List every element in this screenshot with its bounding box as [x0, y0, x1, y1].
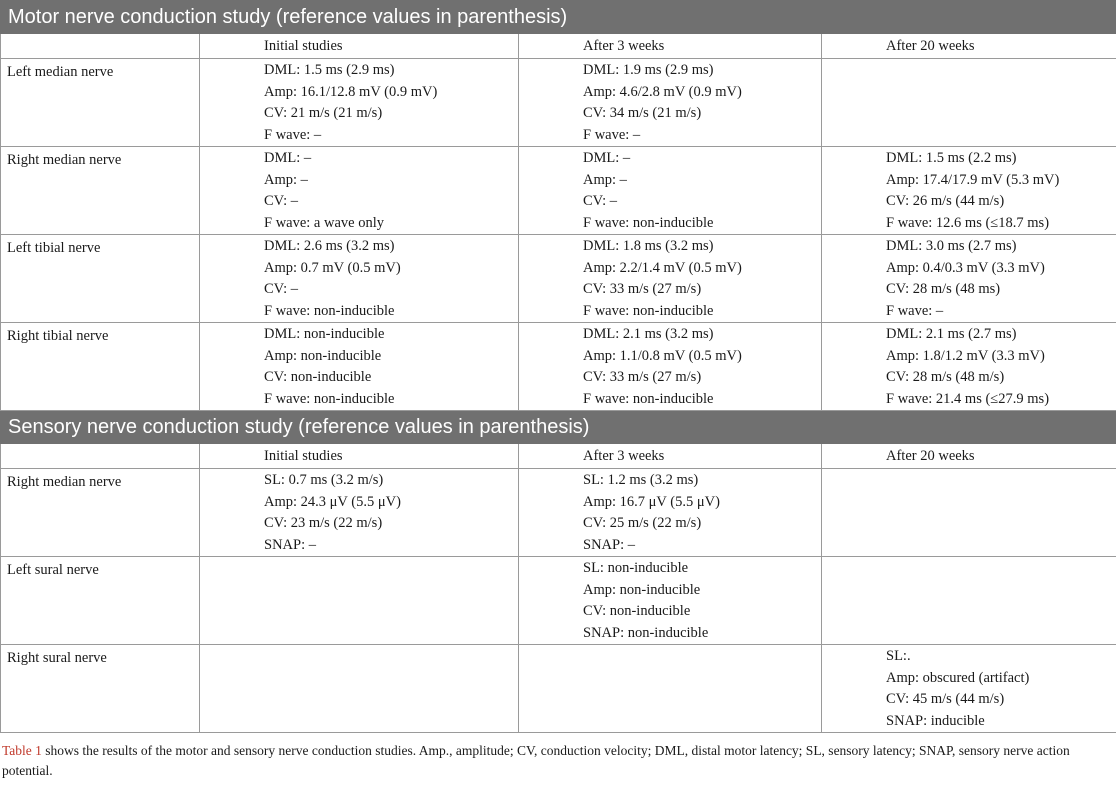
measurement-line: Amp: 1.1/0.8 mV (0.5 mV)	[583, 347, 742, 364]
header-20-weeks: After 20 weeks	[822, 444, 1116, 469]
measurement-line: Amp: non-inducible	[583, 581, 701, 598]
measurement-line: Amp: 16.7 μV (5.5 μV)	[583, 493, 720, 510]
measurement-line: DML: non-inducible	[264, 326, 385, 342]
measurement-line: Amp: obscured (artifact)	[886, 669, 1030, 686]
after-3-weeks-cell	[519, 147, 822, 235]
nerve-name: Left sural nerve	[1, 557, 200, 645]
motor-section	[1, 1, 1116, 411]
measurement-line: CV: 45 m/s (44 m/s)	[886, 691, 1005, 707]
measurement-line: CV: –	[264, 281, 298, 297]
header-20-weeks: After 20 weeks	[822, 34, 1116, 59]
table-row	[1, 235, 1116, 323]
measurement-line: SL: non-inducible	[583, 560, 689, 576]
header-3-weeks: After 3 weeks	[519, 34, 822, 59]
measurement-line: CV: non-inducible	[264, 369, 372, 385]
measurement-line: DML: 2.6 ms (3.2 ms)	[264, 238, 395, 254]
measurement-line: F wave: 21.4 ms (≤27.9 ms)	[886, 390, 1050, 407]
measurement-line: Amp: –	[583, 171, 627, 188]
measurement-line: DML: 1.9 ms (2.9 ms)	[583, 62, 714, 78]
measurement-line: F wave: a wave only	[264, 214, 384, 231]
measurement-line: DML: 2.1 ms (3.2 ms)	[583, 326, 714, 342]
nerve-name: Right tibial nerve	[1, 323, 200, 411]
measurement-line: CV: –	[264, 193, 298, 209]
measurement-line: CV: 28 m/s (48 ms)	[886, 281, 1001, 297]
measurement-line: CV: 33 m/s (27 m/s)	[583, 281, 702, 297]
measurement-line: Amp: non-inducible	[264, 347, 382, 364]
measurement-line: CV: 34 m/s (21 m/s)	[583, 105, 702, 121]
measurement-line: F wave: non-inducible	[583, 390, 714, 407]
measurement-line: DML: –	[264, 150, 312, 166]
table-caption	[0, 733, 1116, 781]
measurement-line: F wave: non-inducible	[264, 390, 395, 407]
initial-cell	[200, 557, 519, 645]
measurement-line: Amp: 24.3 μV (5.5 μV)	[264, 493, 401, 510]
caption-text: shows the results of the motor and sensory nerve conduction studies. Amp., amplitude; CV, conduction velocity; DML, distal motor latency; SL, sensory latency; SNAP, sensory nerve action potential.	[2, 743, 1070, 778]
measurement-line: SNAP: inducible	[886, 712, 985, 729]
measurement-line: Amp: 16.1/12.8 mV (0.9 mV)	[264, 83, 438, 100]
measurement-line: Amp: –	[264, 171, 308, 188]
initial-cell	[200, 469, 519, 557]
table-row	[1, 645, 1116, 733]
header-initial: Initial studies	[200, 444, 519, 469]
table-row	[1, 557, 1116, 645]
after-3-weeks-cell	[519, 59, 822, 147]
measurement-line: F wave: –	[886, 302, 944, 319]
measurement-line: DML: 2.1 ms (2.7 ms)	[886, 326, 1017, 342]
nerve-name: Right median nerve	[1, 147, 200, 235]
table-row	[1, 323, 1116, 411]
measurement-line: DML: 1.5 ms (2.9 ms)	[264, 62, 395, 78]
header-3-weeks: After 3 weeks	[519, 444, 822, 469]
after-3-weeks-cell	[519, 235, 822, 323]
measurement-line: Amp: 17.4/17.9 mV (5.3 mV)	[886, 171, 1060, 188]
measurement-line: CV: non-inducible	[583, 603, 691, 619]
measurement-line: SL: 1.2 ms (3.2 ms)	[583, 472, 699, 488]
after-20-weeks-cell	[822, 147, 1116, 235]
motor-section-title: Motor nerve conduction study (reference values in parenthesis)	[1, 1, 1116, 34]
nerve-name: Left tibial nerve	[1, 235, 200, 323]
measurement-line: Amp: 4.6/2.8 mV (0.9 mV)	[583, 83, 742, 100]
initial-cell	[200, 323, 519, 411]
initial-cell	[200, 147, 519, 235]
nerve-name: Left median nerve	[1, 59, 200, 147]
measurement-line: F wave: non-inducible	[583, 214, 714, 231]
table-row	[1, 147, 1116, 235]
measurement-line: F wave: non-inducible	[264, 302, 395, 319]
measurement-line: F wave: –	[583, 126, 641, 143]
after-3-weeks-cell	[519, 469, 822, 557]
initial-cell	[200, 645, 519, 733]
header-blank	[1, 34, 200, 59]
nerve-name: Right median nerve	[1, 469, 200, 557]
measurement-line: CV: 26 m/s (44 m/s)	[886, 193, 1005, 209]
table-row	[1, 59, 1116, 147]
measurement-line: F wave: –	[264, 126, 322, 143]
after-20-weeks-cell	[822, 323, 1116, 411]
after-20-weeks-cell	[822, 235, 1116, 323]
measurement-line: F wave: non-inducible	[583, 302, 714, 319]
measurement-line: SNAP: –	[264, 536, 316, 553]
header-initial: Initial studies	[200, 34, 519, 59]
initial-cell	[200, 235, 519, 323]
measurement-line: SNAP: –	[583, 536, 635, 553]
measurement-line: DML: 1.8 ms (3.2 ms)	[583, 238, 714, 254]
sensory-section	[1, 411, 1116, 733]
sensory-section-title: Sensory nerve conduction study (reference values in parenthesis)	[1, 411, 1116, 444]
after-20-weeks-cell	[822, 557, 1116, 645]
after-20-weeks-cell	[822, 645, 1116, 733]
measurement-line: DML: –	[583, 150, 631, 166]
measurement-line: CV: 21 m/s (21 m/s)	[264, 105, 383, 121]
measurement-line: Amp: 2.2/1.4 mV (0.5 mV)	[583, 259, 742, 276]
after-3-weeks-cell	[519, 645, 822, 733]
measurement-line: CV: –	[583, 193, 617, 209]
measurement-line: F wave: 12.6 ms (≤18.7 ms)	[886, 214, 1050, 231]
after-3-weeks-cell	[519, 557, 822, 645]
initial-cell	[200, 59, 519, 147]
measurement-line: SNAP: non-inducible	[583, 624, 709, 641]
header-blank	[1, 444, 200, 469]
measurement-line: CV: 28 m/s (48 m/s)	[886, 369, 1005, 385]
table-row	[1, 469, 1116, 557]
measurement-line: DML: 1.5 ms (2.2 ms)	[886, 150, 1017, 166]
measurement-line: Amp: 0.7 mV (0.5 mV)	[264, 259, 401, 276]
after-20-weeks-cell	[822, 59, 1116, 147]
measurement-line: SL:.	[886, 648, 911, 664]
after-3-weeks-cell	[519, 323, 822, 411]
measurement-line: DML: 3.0 ms (2.7 ms)	[886, 238, 1017, 254]
measurement-line: Amp: 0.4/0.3 mV (3.3 mV)	[886, 259, 1045, 276]
table-reference-link[interactable]: Table 1	[2, 743, 42, 758]
measurement-line: CV: 25 m/s (22 m/s)	[583, 515, 702, 531]
nerve-name: Right sural nerve	[1, 645, 200, 733]
measurement-line: Amp: 1.8/1.2 mV (3.3 mV)	[886, 347, 1045, 364]
after-20-weeks-cell	[822, 469, 1116, 557]
measurement-line: CV: 23 m/s (22 m/s)	[264, 515, 383, 531]
measurement-line: SL: 0.7 ms (3.2 m/s)	[264, 472, 384, 488]
measurement-line: CV: 33 m/s (27 m/s)	[583, 369, 702, 385]
